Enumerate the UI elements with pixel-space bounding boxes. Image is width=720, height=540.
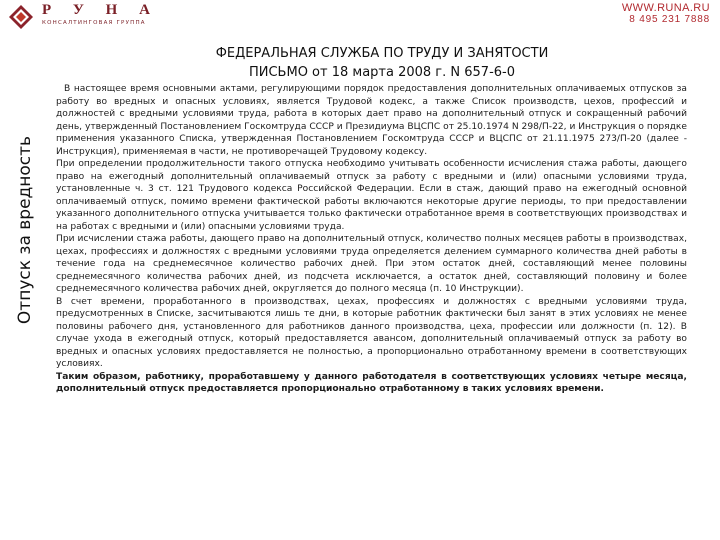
site-url[interactable]: WWW.RUNA.RU xyxy=(621,2,710,14)
side-label-text: Отпуск за вредность xyxy=(15,135,35,325)
phone-number: 8 495 231 7888 xyxy=(629,14,710,25)
document-title xyxy=(56,44,708,82)
title-letter: ПИСЬМО от 18 марта 2008 г. N 657-6-0 xyxy=(248,65,515,80)
logo-title: Р У Н А xyxy=(42,2,159,18)
header-bar xyxy=(0,0,720,34)
logo-subtitle: КОНСАЛТИНГОВАЯ ГРУППА xyxy=(42,20,146,26)
paragraph: При исчислении стажа работы, дающего право на дополнительный отпуск, количество полных месяцев работы в производствах, цехах, профессиях и должностях с вредными условиями труда определяется делением суммарного количества дней работы в течение года на среднемесячное количество рабочих дней. При этом остаток дней, составляющий менее половины среднемесячного количества рабочих дней, из подсчета исключается, а остаток дней, составляющий половину и более среднемесячного количества рабочих дней, округляется до полного месяца (п. 10 Инструкции). xyxy=(56,234,687,294)
conclusion-paragraph: Таким образом, работнику, проработавшему у данного работодателя в соответствующих условиях четыре месяца, дополнительный отпуск предоставляется пропорционально отработанному в таких условиях времени. xyxy=(56,371,687,394)
title-agency: ФЕДЕРАЛЬНАЯ СЛУЖБА ПО ТРУДУ И ЗАНЯТОСТИ xyxy=(215,46,549,61)
side-label xyxy=(4,60,46,400)
contact-block xyxy=(622,2,710,26)
document-body xyxy=(56,83,687,396)
paragraph: В счет времени, проработанного в производствах, цехах, профессиях и должностях с вредными условиями труда, предусмотренных в Списке, засчитываются лишь те дни, в которые работник фактически был занят в этих условиях не менее половины рабочего дня, установленного для работников данного производства, цеха, профессии или должности (п. 12). В случае ухода в ежегодный отпуск, который предоставляется авансом, дополнительный оплачиваемый отпуск за работу во вредных и опасных условиях предоставляется не полностью, а пропорционально отработанному времени в соответствующих условиях. xyxy=(56,296,687,369)
paragraph: В настоящее время основными актами, регулирующими порядок предоставления дополнительных оплачиваемых отпусков за работу во вредных и опасных условиях, является Трудовой кодекс, а также Список производств, цехов, профессий и должностей с вредными условиями труда, работа в которых дает право на дополнительный отпуск и сокращенный рабочий день, утвержденный Постановлением Госкомтруда СССР и Президиума ВЦСПС от 25.10.1974 N 298/П-22, и Инструкция о порядке применения указанного Списка, утвержденная Постановлением Госкомтруда СССР и ВЦСПС от 21.11.1975 273/П-20 (далее - Инструкция), применяемая в части, не противоречащей Трудовому кодексу. xyxy=(56,84,687,157)
runa-logo-icon xyxy=(8,4,34,30)
paragraph: При определении продолжительности такого отпуска необходимо учитывать особенности исчисления стажа работы, дающего право на ежегодный дополнительный оплачиваемый отпуск за работу с вредными и (или) опасными условиями труда, установленные ч. 3 ст. 121 Трудового кодекса Российской Федерации. Если в стаж, дающий право на ежегодный основной оплачиваемый отпуск, помимо времени фактической работы включаются некоторые другие периоды, то при предоставлении указанного дополнительного отпуска учитывается только фактически отработанное время в соответствующих производствах и на работах с вредными и (или) опасными условиями труда. xyxy=(56,159,687,232)
